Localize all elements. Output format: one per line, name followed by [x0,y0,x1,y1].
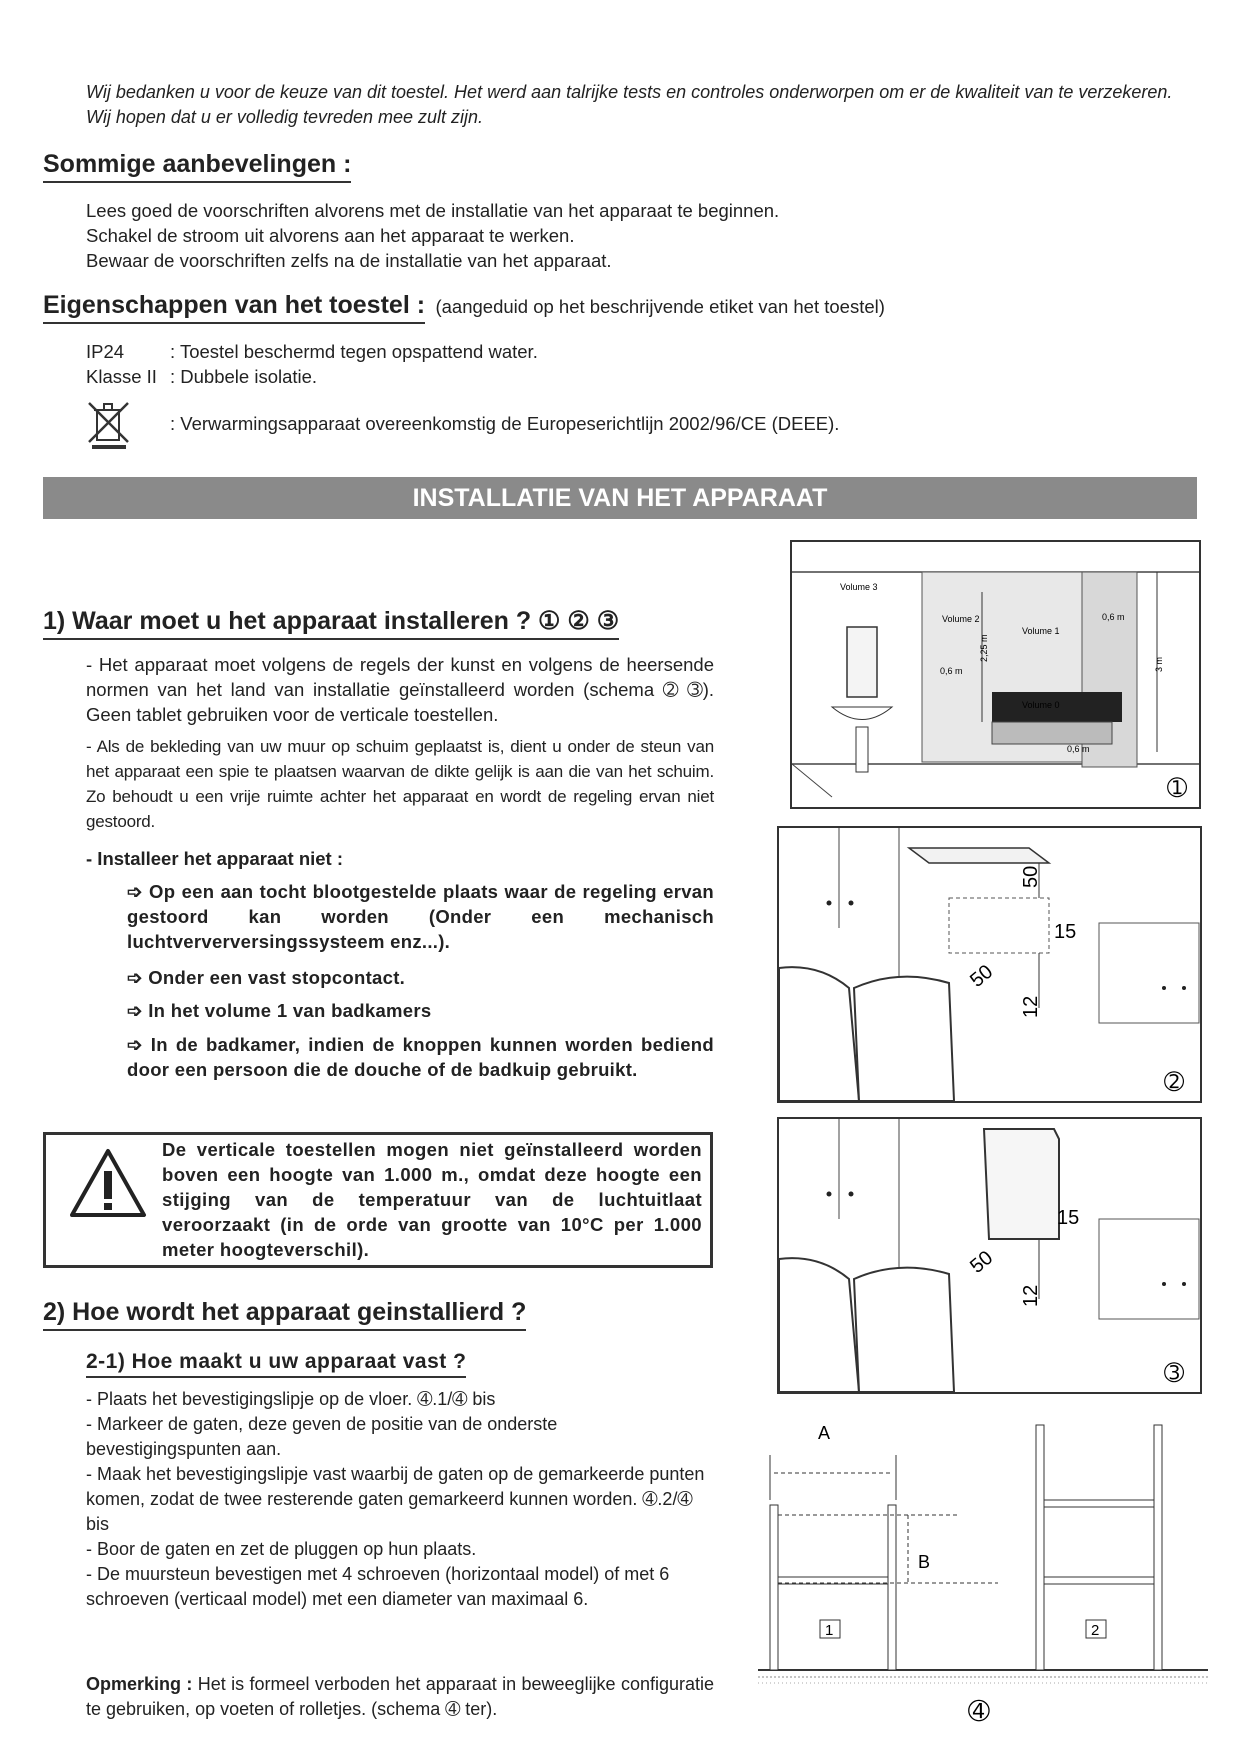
horizontal-placement-diagram [779,828,1200,1101]
properties-heading: Eigenschappen van het toestel : [43,291,425,324]
section2-subheading: 2-1) Hoe maakt u uw apparaat vast ? [86,1350,466,1378]
properties-subtitle: (aangeduid op het beschrijvende etiket van het toestel) [435,296,885,317]
bracket-2-label: 2 [1091,1622,1100,1639]
section2-heading: 2) Hoe wordt het apparaat geinstallierd ? [43,1298,526,1331]
warning-triangle-icon [68,1147,148,1219]
intro-text: Wij bedanken u voor de keuze van dit toestel. Het werd aan talrijke tests en controles onderworpen om er de kwaliteit van te verzekeren. Wij hopen dat u er volledig tevreden mee zult zijn. [86,82,1173,127]
figure-1 [790,540,1201,809]
volume-1-label: Volume 1 [1022,626,1060,636]
property-code: IP24 [86,341,125,362]
section1-paragraph: - Als de bekleding van uw muur op schuim geplaatst is, dient u onder de steun van het apparaat een spie te plaatsen waarvan de dikte gelijk is aan die van het schuim. Zo behoudt u een vrije ruimte achter het apparaat en wordt de regeling ervan niet gestoord. [86,737,714,831]
note-text: Het is formeel verboden het apparaat in beweeglijke configuratie te gebruiken, op voeten of rolletjes. (schema ➃ ter). [86,1674,714,1719]
weee-text: : Verwarmingsapparaat overeenkomstig de Europeserichtlijn 2002/96/CE (DEEE). [170,413,840,434]
dimension-label: 12 [1020,1284,1042,1307]
bullet-item: ➩ Op een aan tocht blootgestelde plaats waar de regeling ervan gestoord kan worden (Onder een mechanisch luchtververversingssysteem enz...). [127,881,714,952]
warning-text: De verticale toestellen mogen niet geïnstalleerd worden boven een hoogte van 1.000 m., omdat deze hoogte een stijging van de temperatuur van de luchtuitlaat veroorzaakt (in de orde van grootte van 10°C per 1.000 meter hoogteverschil). [162,1139,702,1260]
dimension-a-label: A [818,1423,831,1443]
recommendations-list [86,198,1086,273]
section1-heading: 1) Waar moet u het apparaat installeren ? ① ② ③ [43,606,619,640]
volume-2-label: Volume 2 [942,614,980,624]
dimension-label: 15 [1057,1207,1080,1229]
dimension-label: 2,25 m [979,634,989,662]
figure-2 [777,826,1202,1103]
note-label: Opmerking : [86,1674,193,1694]
section-banner: INSTALLATIE VAN HET APPARAAT [43,477,1197,519]
figure-number: ➂ [1164,1359,1185,1387]
recommendations-heading: Sommige aanbevelingen : [43,150,351,183]
dimension-label: 15 [1054,921,1077,943]
recommendation-line: Schakel de stroom uit alvorens aan het apparaat te werken. [86,225,575,246]
fixing-step: - Markeer de gaten, deze geven de positie van de onderste bevestigingspunten aan. [86,1414,558,1459]
warning-box [43,1132,713,1268]
fixing-steps [86,1387,714,1612]
bracket-1-label: 1 [825,1622,834,1639]
recommendation-line: Bewaar de voorschriften zelfs na de installatie van het apparaat. [86,250,612,271]
bullet-item: ➩ In de badkamer, indien de knoppen kunnen worden bediend door een persoon die de douche of de badkuip gebruikt. [127,1034,714,1080]
crossed-bin-icon [86,400,132,450]
fixing-step: - Plaats het bevestigingslipje op de vloer. ➃.1/➃ bis [86,1389,496,1409]
dimension-b-label: B [918,1552,931,1572]
dimension-label: 0,6 m [1067,744,1090,754]
dimension-label: 50 [966,1246,998,1278]
dimension-label: 0,6 m [1102,612,1125,622]
bathroom-volumes-diagram [792,542,1199,807]
figure-3 [777,1117,1202,1394]
figure-number: ➃ [968,1697,990,1727]
properties-heading-row [43,291,885,324]
figure-number: ➁ [1164,1068,1185,1096]
do-not-install-heading: - Installeer het apparaat niet : [86,848,344,869]
dimension-label: 0,6 m [940,666,963,676]
fixing-step: - Boor de gaten en zet de pluggen op hun plaats. [86,1539,477,1559]
bullet-item: ➩ In het volume 1 van badkamers [127,1000,432,1021]
vertical-placement-diagram [779,1119,1200,1392]
property-text: : Toestel beschermd tegen opspattend water. [170,341,538,362]
figure-4-bracket-diagram [758,1415,1208,1735]
volume-0-label: Volume 0 [1022,700,1060,710]
recommendation-line: Lees goed de voorschriften alvorens met de installatie van het apparaat te beginnen. [86,200,780,221]
fixing-step: - Maak het bevestigingslipje vast waarbij de gaten op de gemarkeerde punten komen, zodat de twee resterende gaten gemarkeerd kunnen worden. ➃.2/➃ bis [86,1464,705,1534]
dimension-label: 12 [1020,995,1042,1018]
section1-paragraph: - Het apparaat moet volgens de regels der kunst en volgens de heersende normen van het land van installatie geïnstalleerd worden (schema ➁ ➂). Geen tablet gebruiken voor de verticale toestellen. [86,654,714,725]
property-text: : Dubbele isolatie. [170,366,318,387]
property-code: Klasse II [86,366,157,387]
bullet-item: ➩ Onder een vast stopcontact. [127,967,406,988]
fixing-step: - De muursteun bevestigen met 4 schroeven (horizontaal model) of met 6 schroeven (verticaal model) met een diameter van maximaal 6. [86,1564,670,1609]
note [86,1672,714,1722]
dimension-label: 50 [1020,865,1042,888]
volume-3-label: Volume 3 [840,582,878,592]
dimension-label: 50 [966,960,998,992]
figure-number: ➀ [1167,774,1188,802]
dimension-label: 3 m [1154,656,1164,672]
